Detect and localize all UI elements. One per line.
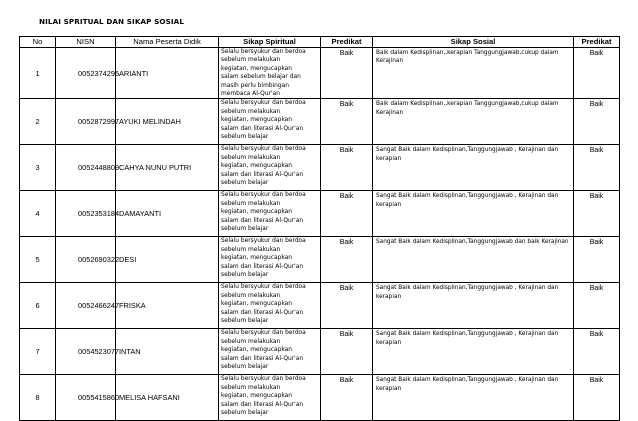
cell-student-name: ARIANTI	[116, 48, 219, 99]
table-row	[20, 48, 620, 99]
cell-spiritual-predikat: Baik	[321, 48, 373, 99]
cell-social-attitude: Sangat Baik dalam Kedisplinan,Tanggungjawab , Kerajinan dan kerapian	[373, 283, 574, 329]
cell-spiritual-attitude: Selalu bersyukur dan berdoa sebelum melakukan kegiatan, mengucapkan salam dan literasi Al-Qur'an sebelum belajar	[219, 237, 321, 283]
cell-no: 4	[20, 191, 56, 237]
cell-social-attitude: Sangat Baik dalam Kedisplinan,Tanggungjawab dan baik Kerajinan	[373, 237, 574, 283]
cell-spiritual-predikat: Baik	[321, 283, 373, 329]
cell-spiritual-attitude: Selalu bersyukur dan berdoa sebelum melakukan kegiatan, mengucapkan salam dan literasi Al-Qur'an sebelum belajar	[219, 145, 321, 191]
cell-nisn: 0052374295	[56, 48, 116, 99]
cell-no: 7	[20, 329, 56, 375]
cell-social-predikat: Baik	[574, 48, 620, 99]
cell-social-predikat: Baik	[574, 329, 620, 375]
cell-nisn: 0054523077	[56, 329, 116, 375]
cell-student-name: INTAN	[116, 329, 219, 375]
cell-social-predikat: Baik	[574, 145, 620, 191]
header-no: No	[20, 37, 56, 48]
cell-nisn: 0052448809	[56, 145, 116, 191]
cell-social-predikat: Baik	[574, 237, 620, 283]
cell-spiritual-attitude: Selalu bersyukur dan berdoa sebelum melakukan kegiatan, mengucapkan salam dan literasi Al-Qur'an sebelum belajar	[219, 329, 321, 375]
cell-social-attitude: Sangat Baik dalam Kedisplinan,Tanggungjawab , Kerajinan dan kerapian	[373, 145, 574, 191]
cell-student-name: AYUKI MELINDAH	[116, 99, 219, 145]
header-nisn: NISN	[56, 37, 116, 48]
cell-social-attitude: Sangat Baik dalam Kedisplinan,Tanggungjawab , Kerajinan dan kerapian	[373, 329, 574, 375]
table-header-row	[20, 37, 620, 48]
header-spiritual: Sikap Spiritual	[219, 37, 321, 48]
cell-student-name: DAMAYANTI	[116, 191, 219, 237]
grades-table	[19, 36, 620, 421]
cell-social-attitude: Baik dalam Kedisplinan,,kerapian Tanggungjawab,cukup dalam Kerajinan	[373, 48, 574, 99]
cell-spiritual-predikat: Baik	[321, 191, 373, 237]
cell-social-predikat: Baik	[574, 99, 620, 145]
cell-spiritual-attitude: Selalu bersyukur dan berdoa sebelum melakukan kegiatan, mengucapkan salam dan literasi Al-Qur'an sebelum belajar	[219, 191, 321, 237]
header-sosial: Sikap Sosial	[373, 37, 574, 48]
cell-social-attitude: Baik dalam Kedisplinan,,kerapian Tanggungjawab,cukup dalam Kerajinan	[373, 99, 574, 145]
cell-spiritual-attitude: Selalu bersyukur dan berdoa sebelum melakukan kegiatan, mengucapkan salam dan literasi Al-Qur'an sebelum belajar	[219, 283, 321, 329]
cell-no: 8	[20, 375, 56, 421]
cell-nisn: 0055415860	[56, 375, 116, 421]
header-predikat-spiritual: Predikat	[321, 37, 373, 48]
cell-social-predikat: Baik	[574, 283, 620, 329]
cell-no: 6	[20, 283, 56, 329]
cell-spiritual-predikat: Baik	[321, 329, 373, 375]
header-nama: Nama Peserta Didik	[116, 37, 219, 48]
cell-nisn: 0052353184	[56, 191, 116, 237]
cell-nisn: 0052690322	[56, 237, 116, 283]
cell-spiritual-predikat: Baik	[321, 99, 373, 145]
table-row	[20, 375, 620, 421]
table-row	[20, 99, 620, 145]
header-predikat-sosial: Predikat	[574, 37, 620, 48]
table-row	[20, 237, 620, 283]
cell-spiritual-attitude: Selalu bersyukur dan berdoa sebelum melakukan kegiatan, mengucapkan salam dan literasi Al-Qur'an sebelum belajar	[219, 99, 321, 145]
cell-student-name: DESI	[116, 237, 219, 283]
cell-student-name: CAHYA NUNU PUTRI	[116, 145, 219, 191]
table-row	[20, 191, 620, 237]
cell-social-attitude: Sangat Baik dalam Kedisplinan,Tanggungjawab , Kerajinan dan kerapian	[373, 375, 574, 421]
cell-spiritual-attitude: Selalu bersyukur dan berdoa sebelum melakukan kegiatan, mengucapkan salam dan literasi Al-Qur'an sebelum belajar	[219, 375, 321, 421]
cell-spiritual-predikat: Baik	[321, 375, 373, 421]
cell-spiritual-attitude: Selalu bersyukur dan berdoa sebelum melakukan kegiatan, mengucapkan salam sebelum belajar dan masih perlu bimbingan membaca Al-Qur'an	[219, 48, 321, 99]
table-row	[20, 145, 620, 191]
cell-no: 3	[20, 145, 56, 191]
cell-no: 5	[20, 237, 56, 283]
table-row	[20, 283, 620, 329]
cell-no: 1	[20, 48, 56, 99]
cell-no: 2	[20, 99, 56, 145]
cell-nisn: 0052466247	[56, 283, 116, 329]
cell-student-name: MELISA HAFSANI	[116, 375, 219, 421]
cell-spiritual-predikat: Baik	[321, 237, 373, 283]
table-row	[20, 329, 620, 375]
cell-social-predikat: Baik	[574, 191, 620, 237]
document-title: NILAI SPRITUAL DAN SIKAP SOSIAL	[39, 17, 185, 26]
cell-social-predikat: Baik	[574, 375, 620, 421]
cell-student-name: FRISKA	[116, 283, 219, 329]
cell-social-attitude: Sangat Baik dalam Kedisplinan,Tanggungjawab , Kerajinan dan kerapian	[373, 191, 574, 237]
cell-nisn: 0052872997	[56, 99, 116, 145]
cell-spiritual-predikat: Baik	[321, 145, 373, 191]
